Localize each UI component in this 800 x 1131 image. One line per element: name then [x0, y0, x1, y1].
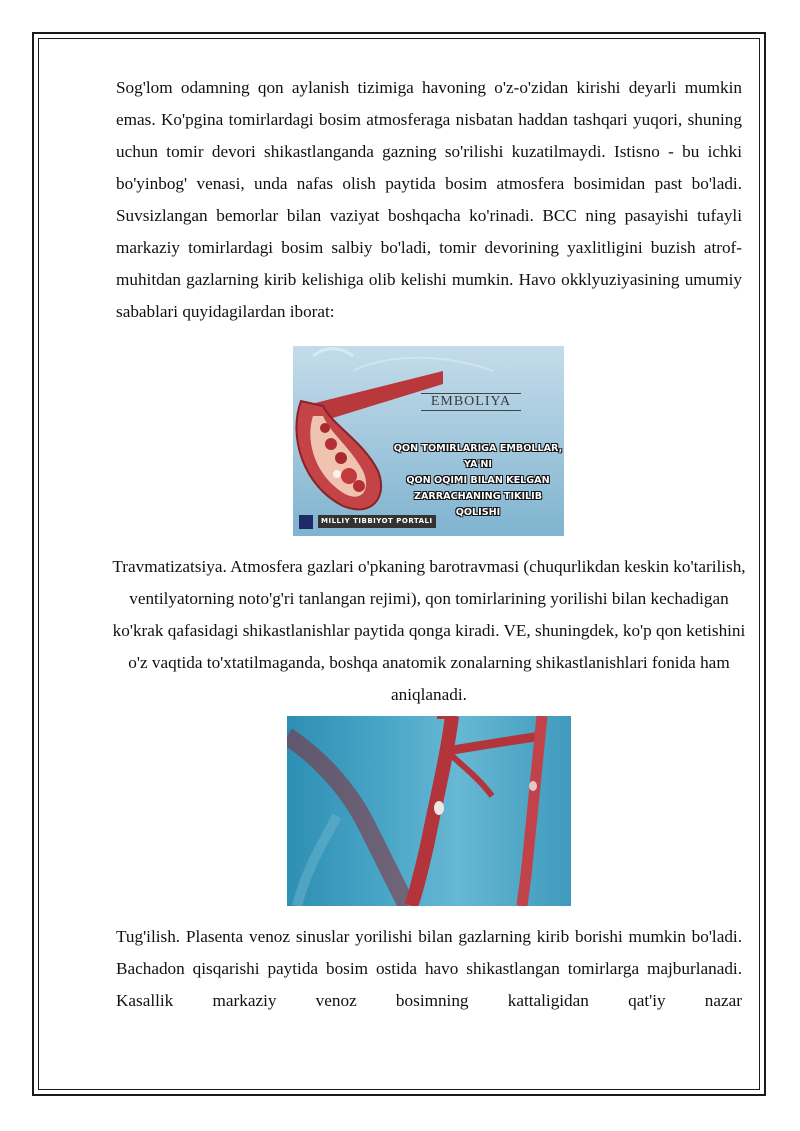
- caption-line: QON TOMIRLARIGA EMBOLLAR, YA'NI: [393, 443, 563, 470]
- figure-title: EMBOLIYA: [421, 393, 521, 411]
- embolism-illustration: [293, 346, 564, 536]
- paragraph-intro: Sog'lom odamning qon aylanish tizimiga havoning o'z-o'zidan kirishi deyarli mumkin emas. Ko'pgina tomirlardagi bosim atmosferaga nisbatan haddan tashqari yuqori, shuning uchun tomir devori shikastlanganda gazning so'rilishi kuzatilmaydi. Istisno - bu ichki bo'yinbog' venasi, unda nafas olish paytida bosim atmosfera bosimidan past bo'ladi. Suvsizlangan bemorlar bilan vaziyat boshqacha ko'rinadi. BCC ning pasayishi tufayli markaziy tomirlardagi bosim salbiy bo'ladi, tomir devorining yaxlitligini buzish atrof-muhitdan gazlarning kirib kelishiga olib kelishi mumkin. Havo okklyuziyasining umumiy sabablari quyidagilardan iborat:: [116, 78, 742, 321]
- caption-line: ZARRACHANING TIKILIB QOLISHI: [413, 491, 543, 518]
- paragraph-trauma: Travmatizatsiya. Atmosfera gazlari o'pkaning barotravmasi (chuqurlikdan keskin ko'tarilish, ventilyatorning noto'g'ri tanlangan rejimi), qon tomirlarining yorilishi bilan kechadigan ko'krak qafasidagi shikastlanishlar paytida qonga kiradi. VE, shuningdek, ko'p qon ketishini o'z vaqtida to'xtatilmaganda, boshqa anatomik zonalarning shikastlanishlari fonida ham aniqlanadi.: [112, 557, 746, 704]
- vessels-drawing: [287, 716, 571, 906]
- blood-vessels-photo: [287, 716, 571, 906]
- portal-logo-icon: [299, 515, 313, 529]
- footer-label: MILLIY TIBBIYOT PORTALI: [318, 515, 436, 528]
- figure-caption: [393, 441, 563, 521]
- paragraph-childbirth: Tug'ilish. Plasenta venoz sinuslar yorilishi bilan gazlarning kirib borishi mumkin bo'ladi. Bachadon qisqarishi paytida bosim ostida havo shikastlangan tomirlarga majburlanadi. Kasallik markaziy venoz bosimning kattaligidan qat'iy nazar: [116, 927, 742, 1010]
- caption-line: QON OQIMI BILAN KELGAN: [406, 475, 550, 486]
- figure-footer: [293, 514, 564, 532]
